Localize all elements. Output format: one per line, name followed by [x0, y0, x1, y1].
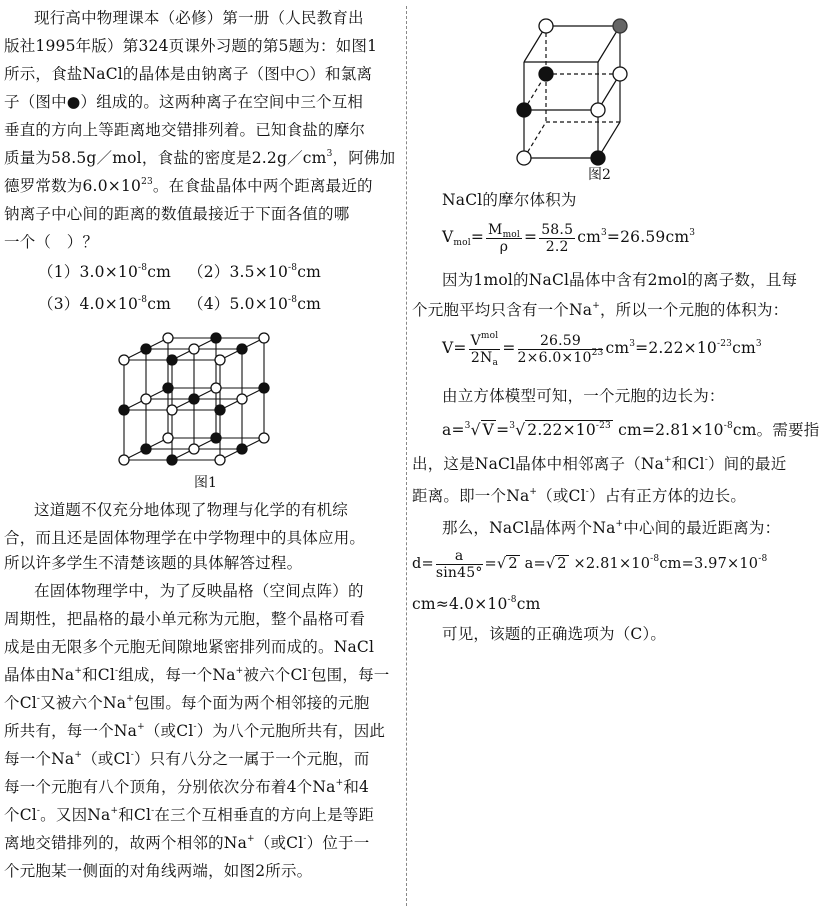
text-line: 个Cl-。又因Na+和Cl-在三个互相垂直的方向上是等距: [4, 806, 375, 824]
cl-ion: [211, 433, 221, 443]
na-ion: [539, 19, 553, 33]
cl-ion: [189, 394, 199, 404]
text-line: 子（图中●）组成的。这两种离子在空间中三个互相: [4, 93, 364, 111]
text-line: 所示，食盐NaCl的晶体是由钠离子（图中○）和氯离: [4, 65, 373, 83]
na-ion: [141, 394, 151, 404]
na-ion: [259, 433, 269, 443]
text-line: 个元胞平均只含有一个Na+，所以一个元胞的体积为：: [412, 301, 789, 319]
na-ion: [591, 103, 605, 117]
na-ion: [215, 355, 225, 365]
text-line: 德罗常数为$6.0\times 10^{23}$。在食盐晶体中两个距离最近的: [4, 177, 373, 195]
cl-ion: [215, 405, 225, 415]
text-line: 那么，NaCl晶体两个Na+中心间的最近距离为：: [442, 519, 781, 537]
text-line: 合，而且还是固体物理学在中学物理中的具体应用。: [4, 529, 366, 547]
figure-2-caption: 图2: [588, 167, 611, 183]
text-line: 版社1995年版）第324页课外习题的第5题为：如图1: [4, 37, 378, 55]
text-line: 由立方体模型可知，一个元胞的边长为：: [442, 387, 725, 405]
option-1: $(1)3.0\times 10^{-8}cm$: [38, 263, 171, 281]
figure-2-unit-cell: [512, 12, 652, 167]
na-ion: [613, 67, 627, 81]
text-line: 晶体由Na+和Cl-组成，每一个Na+被六个Cl-包围，每一: [4, 666, 390, 684]
text-line: NaCl的摩尔体积为: [442, 191, 577, 209]
text-line: 一个（ ）？: [4, 233, 99, 251]
text-line: 钠离子中心间的距离的数值最接近于下面各值的哪: [4, 205, 350, 223]
text-line: 这道题不仅充分地体现了物理与化学的有机综: [34, 501, 349, 519]
text-line: 垂直的方向上等距离地交错排列着。已知食盐的摩尔: [4, 121, 366, 139]
na-ion: [119, 355, 129, 365]
text-line: 在固体物理学中，为了反映晶格（空间点阵）的: [34, 582, 364, 600]
text-line: 因为1mol的NaCl晶体中含有2mol的离子数，且每: [442, 271, 798, 289]
cl-ion: [517, 103, 531, 117]
cl-ion: [591, 151, 605, 165]
cl-ion: [259, 383, 269, 393]
text-line: 所以许多学生不清楚该题的具体解答过程。: [4, 554, 303, 572]
cl-ion: [167, 455, 177, 465]
cl-ion: [141, 344, 151, 354]
cl-ion: [539, 67, 553, 81]
cl-ion: [211, 333, 221, 343]
cl-ion: [119, 405, 129, 415]
na-ion: [119, 455, 129, 465]
text-line: 所共有，每一个Na+（或Cl-）为八个元胞所共有，因此: [4, 722, 386, 740]
column-divider: [406, 6, 407, 906]
na-ion: [189, 344, 199, 354]
na-ion: [189, 444, 199, 454]
text-line: 出，这是NaCl晶体中相邻离子（Na+和Cl-）间的最近: [412, 455, 787, 473]
cl-ion: [163, 383, 173, 393]
text-line: 离地交错排列的，故两个相邻的Na+（或Cl-）位于一: [4, 834, 370, 852]
equation-cell-volume: V= $\frac{V^{mol}}{2N_a}$ = $\frac{26.59}{2\times 6.0\times 10^{23}}$ $cm^3=2.22\times 10^{-23}cm^3$: [442, 330, 762, 368]
text-line: 个Cl-又被六个Na+包围。每个面为两个相邻接的元胞: [4, 694, 370, 712]
figure-1-nacl-lattice: [110, 322, 300, 472]
option-2: $(2)3.5\times 10^{-8}cm$: [188, 263, 321, 281]
cl-ion: [141, 444, 151, 454]
equation-molar-volume: $V_{mol}=$ $\frac{M_{mol}}{\rho}$ = $\frac{58.5}{2.2}$ $cm^3=26.59cm^3$: [442, 221, 696, 255]
equation-edge-length: a=$^3$√ V =$^3$√ $2.22\times 10^{-23}$ $cm=2.81\times 10^{-8}cm$。需要指: [442, 421, 819, 439]
text-line: 每一个元胞有八个顶角，分别依次分布着4个Na+和4: [4, 778, 370, 796]
text-line: 质量为58.5g／mol，食盐的密度是$2.2g/cm^3$，阿佛加: [4, 149, 396, 167]
text-line: 现行高中物理课本（必修）第一册（人民教育出: [34, 9, 364, 27]
na-ion: [517, 151, 531, 165]
cl-ion: [237, 444, 247, 454]
text-line: 距离。即一个Na+（或Cl-）占有正方体的边长。: [412, 487, 747, 505]
na-ion: [167, 405, 177, 415]
na-ion: [215, 455, 225, 465]
na-ion: [237, 394, 247, 404]
option-4: $(4)5.0\times 10^{-8}cm$: [188, 295, 321, 313]
text-line: 每一个Na+（或Cl-）只有八分之一属于一个元胞，而: [4, 750, 370, 768]
na-ion: [211, 383, 221, 393]
text-line: $cm\approx 4.0\times 10^{-8}cm$: [412, 595, 541, 613]
ion-gray: [613, 19, 627, 33]
equation-nearest-distance: d= $\frac{a}{\sin 45^\circ}$ =√ 2 a=√ $2 \times 2.81\times 10^{-8}cm=3.97\times 10^{-8}$: [412, 547, 768, 581]
figure-1-caption: 图1: [194, 475, 217, 491]
cl-ion: [167, 355, 177, 365]
text-line: 可见，该题的正确选项为（C）。: [442, 625, 667, 643]
text-line: 成是由无限多个元胞无间隙地紧密排列而成的。NaCl: [4, 638, 375, 656]
na-ion: [163, 433, 173, 443]
option-3: $(3)4.0\times 10^{-8}cm$: [38, 295, 171, 313]
na-ion: [259, 333, 269, 343]
cl-ion: [237, 344, 247, 354]
text-line: 周期性，把晶格的最小单元称为元胞，整个晶格可看: [4, 610, 366, 628]
na-ion: [163, 333, 173, 343]
text-line: 个元胞某一侧面的对角线两端，如图2所示。: [4, 862, 313, 880]
